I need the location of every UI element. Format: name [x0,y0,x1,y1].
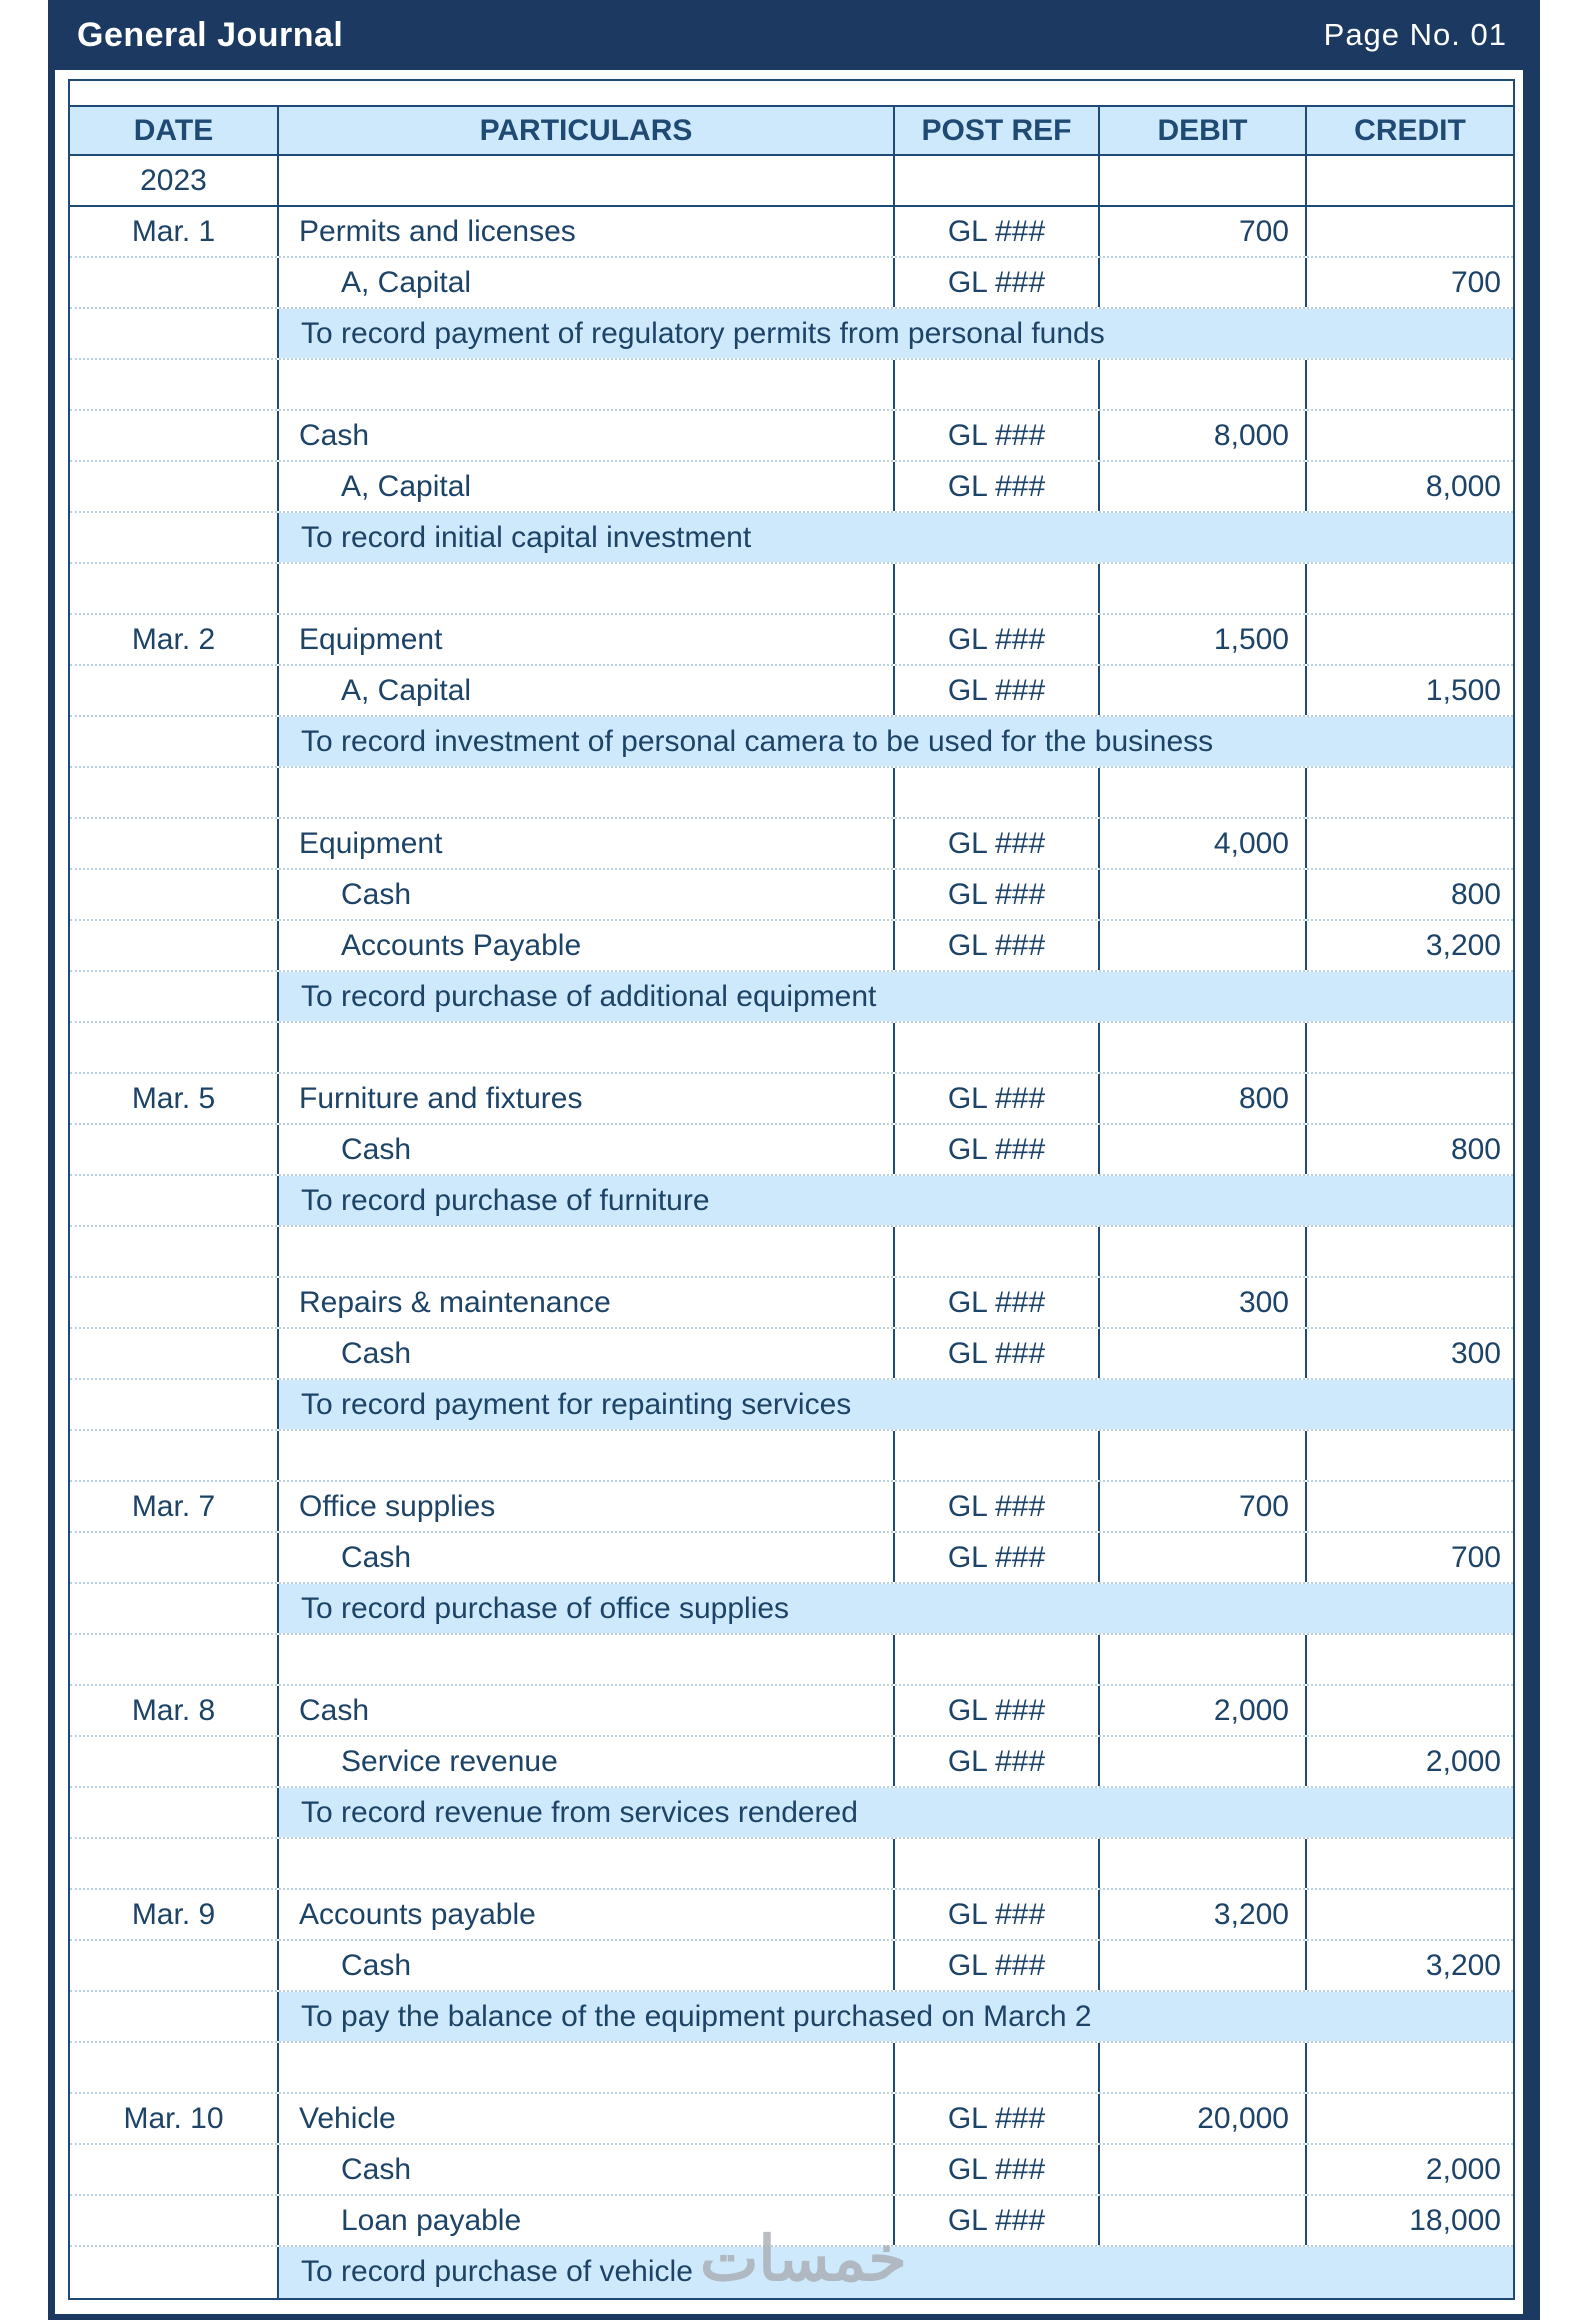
date-cell [70,972,279,1021]
post-ref-cell: GL ### [895,1890,1100,1939]
journal-entry-row [70,1329,1513,1380]
particulars-cell [279,2043,895,2092]
credit-cell [1307,1482,1513,1531]
date-cell: Mar. 5 [70,1074,279,1123]
debit-cell: 20,000 [1100,2094,1307,2143]
credit-cell: 800 [1450,878,1501,911]
date-cell [70,309,279,358]
spacer-row [70,1431,1513,1482]
post-ref-cell: GL ### [895,1533,1100,1582]
journal-entry-row [70,666,1513,717]
debit-cell [1100,156,1307,205]
particulars-cell: Accounts payable [279,1890,895,1939]
column-header-debit: DEBIT [1100,107,1307,154]
post-ref-cell [895,768,1100,817]
date-cell [70,2145,279,2194]
date-cell [70,2196,279,2245]
particulars-cell: Cash [279,1125,895,1174]
journal-entry-row [70,1890,1513,1941]
particulars-cell: Repairs & maintenance [279,1278,895,1327]
particulars-cell [279,1839,895,1888]
debit-cell [1100,258,1307,307]
date-cell: 2023 [70,156,279,205]
description-row [70,1584,1513,1635]
date-cell [70,1380,279,1429]
spacer-row [70,1023,1513,1074]
particulars-cell: Equipment [279,615,895,664]
spacer-row [70,1227,1513,1278]
date-cell [70,1788,279,1837]
particulars-cell: Cash [279,1329,895,1378]
particulars-cell: Equipment [279,819,895,868]
description-row [70,1992,1513,2043]
credit-cell [1307,1278,1513,1327]
watermark-text: خمسات [700,2225,907,2294]
description-row [70,717,1513,768]
debit-cell: 2,000 [1100,1686,1307,1735]
journal-table [68,79,1515,2300]
post-ref-cell: GL ### [895,2196,1100,2245]
journal-entry-row [70,1686,1513,1737]
post-ref-cell [895,1635,1100,1684]
journal-entry-row [70,258,1513,309]
post-ref-cell [895,360,1100,409]
credit-cell: 18,000 [1409,2204,1501,2237]
debit-cell [1100,768,1307,817]
date-cell [70,564,279,613]
debit-cell [1100,1941,1307,1990]
particulars-cell: Cash [279,1941,895,1990]
post-ref-cell: GL ### [895,1941,1100,1990]
debit-cell [1100,564,1307,613]
post-ref-cell: GL ### [895,870,1100,919]
date-cell [70,666,279,715]
credit-cell [1307,1635,1513,1684]
description-cell: To record investment of personal camera to be used for the business [279,717,1513,766]
date-cell [70,513,279,562]
description-cell: To record payment of regulatory permits from personal funds [279,309,1513,358]
table-header-row [70,105,1513,156]
journal-entry-row [70,462,1513,513]
post-ref-cell: GL ### [895,666,1100,715]
post-ref-cell: GL ### [895,462,1100,511]
credit-cell: 3,200 [1425,929,1501,962]
particulars-cell [279,564,895,613]
credit-cell [1307,2043,1513,2092]
particulars-cell: Accounts Payable [279,921,895,970]
debit-cell [1100,1431,1307,1480]
credit-cell [1307,564,1513,613]
debit-cell [1100,1839,1307,1888]
journal-entry-row [70,1737,1513,1788]
credit-cell [1307,819,1513,868]
date-cell: Mar. 9 [70,1890,279,1939]
post-ref-cell: GL ### [895,921,1100,970]
date-cell [70,1227,279,1276]
description-cell: To pay the balance of the equipment purchased on March 2 [279,1992,1513,2041]
date-cell [70,1329,279,1378]
debit-cell: 800 [1100,1074,1307,1123]
spacer-row [70,768,1513,819]
post-ref-cell: GL ### [895,2094,1100,2143]
debit-cell [1100,1329,1307,1378]
particulars-cell: A, Capital [279,258,895,307]
particulars-cell: A, Capital [279,462,895,511]
description-cell: To record payment for repainting services [279,1380,1513,1429]
credit-cell: 2,000 [1425,1745,1501,1778]
description-cell: To record revenue from services rendered [279,1788,1513,1837]
debit-cell: 700 [1100,207,1307,256]
journal-entry-row [70,1533,1513,1584]
column-header-post-ref: POST REF [895,107,1100,154]
date-cell [70,921,279,970]
debit-cell [1100,462,1307,511]
credit-cell [1307,360,1513,409]
date-cell [70,1431,279,1480]
post-ref-cell [895,156,1100,205]
spacer-row [70,564,1513,615]
journal-entry-row [70,1278,1513,1329]
credit-cell [1307,2094,1513,2143]
date-cell: Mar. 2 [70,615,279,664]
date-cell [70,717,279,766]
date-cell [70,1023,279,1072]
date-cell [70,2247,279,2298]
date-cell [70,1278,279,1327]
post-ref-cell: GL ### [895,1125,1100,1174]
date-cell [70,1125,279,1174]
date-cell [70,819,279,868]
post-ref-cell: GL ### [895,819,1100,868]
debit-cell [1100,666,1307,715]
journal-entry-row [70,207,1513,258]
particulars-cell: Cash [279,870,895,919]
column-header-particulars: PARTICULARS [279,107,895,154]
post-ref-cell: GL ### [895,1737,1100,1786]
debit-cell [1100,870,1307,919]
journal-entry-row [70,1125,1513,1176]
post-ref-cell: GL ### [895,1686,1100,1735]
debit-cell [1100,2196,1307,2245]
particulars-cell: Permits and licenses [279,207,895,256]
journal-entry-row [70,819,1513,870]
post-ref-cell: GL ### [895,207,1100,256]
date-cell [70,1839,279,1888]
debit-cell: 1,500 [1100,615,1307,664]
post-ref-cell: GL ### [895,1329,1100,1378]
post-ref-cell: GL ### [895,258,1100,307]
post-ref-cell: GL ### [895,411,1100,460]
particulars-cell: A, Capital [279,666,895,715]
particulars-cell: Cash [279,1533,895,1582]
post-ref-cell: GL ### [895,615,1100,664]
particulars-cell [279,156,895,205]
description-row [70,1380,1513,1431]
debit-cell [1100,1023,1307,1072]
journal-entry-row [70,615,1513,666]
credit-cell: 1,500 [1425,674,1501,707]
description-cell: To record purchase of vehicle [279,2247,1513,2298]
debit-cell [1100,360,1307,409]
post-ref-cell [895,1227,1100,1276]
credit-cell [1307,1431,1513,1480]
debit-cell [1100,921,1307,970]
spacer-row [70,1839,1513,1890]
credit-cell [1307,1839,1513,1888]
journal-entry-row [70,2196,1513,2247]
description-row [70,309,1513,360]
description-row [70,972,1513,1023]
date-cell [70,1737,279,1786]
post-ref-cell: GL ### [895,1074,1100,1123]
date-cell [70,1941,279,1990]
date-cell [70,360,279,409]
credit-cell: 700 [1450,266,1501,299]
credit-cell [1307,1227,1513,1276]
spacer-row [70,1635,1513,1686]
description-cell: To record purchase of additional equipment [279,972,1513,1021]
date-cell [70,1584,279,1633]
date-cell [70,2043,279,2092]
post-ref-cell [895,1023,1100,1072]
post-ref-cell [895,1839,1100,1888]
credit-cell: 300 [1450,1337,1501,1370]
debit-cell [1100,1635,1307,1684]
particulars-cell: Cash [279,411,895,460]
post-ref-cell [895,1431,1100,1480]
date-cell [70,411,279,460]
particulars-cell: Furniture and fixtures [279,1074,895,1123]
credit-cell [1307,156,1513,205]
right-frame-border [1523,70,1540,2320]
date-cell: Mar. 1 [70,207,279,256]
date-cell [70,462,279,511]
date-cell: Mar. 10 [70,2094,279,2143]
description-row [70,513,1513,564]
debit-cell [1100,2145,1307,2194]
particulars-cell [279,1023,895,1072]
column-header-date: DATE [70,107,279,154]
post-ref-cell [895,2043,1100,2092]
particulars-cell [279,360,895,409]
journal-title: General Journal [77,15,344,54]
credit-cell: 2,000 [1425,2153,1501,2186]
date-cell: Mar. 8 [70,1686,279,1735]
bottom-frame-border [48,2314,1540,2320]
credit-cell: 800 [1450,1133,1501,1166]
debit-cell: 4,000 [1100,819,1307,868]
description-row [70,1176,1513,1227]
debit-cell: 700 [1100,1482,1307,1531]
column-header-credit: CREDIT [1307,107,1513,154]
particulars-cell: Service revenue [279,1737,895,1786]
page-number: Page No. 01 [1323,17,1507,52]
journal-entry-row [70,1074,1513,1125]
date-cell: Mar. 7 [70,1482,279,1531]
header-bar [48,0,1540,70]
credit-cell [1307,615,1513,664]
description-row [70,2247,1513,2298]
post-ref-cell: GL ### [895,2145,1100,2194]
particulars-cell: Cash [279,2145,895,2194]
description-cell: To record initial capital investment [279,513,1513,562]
journal-entry-row [70,921,1513,972]
journal-entry-row [70,870,1513,921]
debit-cell [1100,1125,1307,1174]
date-cell [70,1533,279,1582]
credit-cell [1307,1074,1513,1123]
particulars-cell: Office supplies [279,1482,895,1531]
debit-cell [1100,2043,1307,2092]
particulars-cell: Vehicle [279,2094,895,2143]
credit-cell: 3,200 [1425,1949,1501,1982]
particulars-cell: Cash [279,1686,895,1735]
credit-cell: 700 [1450,1541,1501,1574]
particulars-cell: Loan payable [279,2196,895,2245]
credit-cell [1307,1686,1513,1735]
rows-container [70,156,1513,2298]
debit-cell: 300 [1100,1278,1307,1327]
post-ref-cell: GL ### [895,1482,1100,1531]
description-cell: To record purchase of office supplies [279,1584,1513,1633]
date-cell [70,1635,279,1684]
description-cell: To record purchase of furniture [279,1176,1513,1225]
date-cell [70,1176,279,1225]
journal-entry-row [70,411,1513,462]
particulars-cell [279,1227,895,1276]
particulars-cell [279,1635,895,1684]
post-ref-cell: GL ### [895,1278,1100,1327]
post-ref-cell [895,564,1100,613]
debit-cell [1100,1737,1307,1786]
credit-cell [1307,1890,1513,1939]
description-row [70,1788,1513,1839]
year-row [70,156,1513,207]
journal-entry-row [70,2145,1513,2196]
journal-entry-row [70,1482,1513,1533]
date-cell [70,870,279,919]
credit-cell: 8,000 [1425,470,1501,503]
debit-cell [1100,1227,1307,1276]
debit-cell [1100,1533,1307,1582]
credit-cell [1307,768,1513,817]
credit-cell [1307,207,1513,256]
date-cell [70,768,279,817]
left-frame-border [48,70,55,2320]
date-cell [70,1992,279,2041]
journal-entry-row [70,2094,1513,2145]
credit-cell [1307,1023,1513,1072]
spacer-row [70,360,1513,411]
debit-cell: 8,000 [1100,411,1307,460]
spacer-row [70,2043,1513,2094]
date-cell [70,258,279,307]
particulars-cell [279,768,895,817]
particulars-cell [279,1431,895,1480]
journal-entry-row [70,1941,1513,1992]
credit-cell [1307,411,1513,460]
debit-cell: 3,200 [1100,1890,1307,1939]
